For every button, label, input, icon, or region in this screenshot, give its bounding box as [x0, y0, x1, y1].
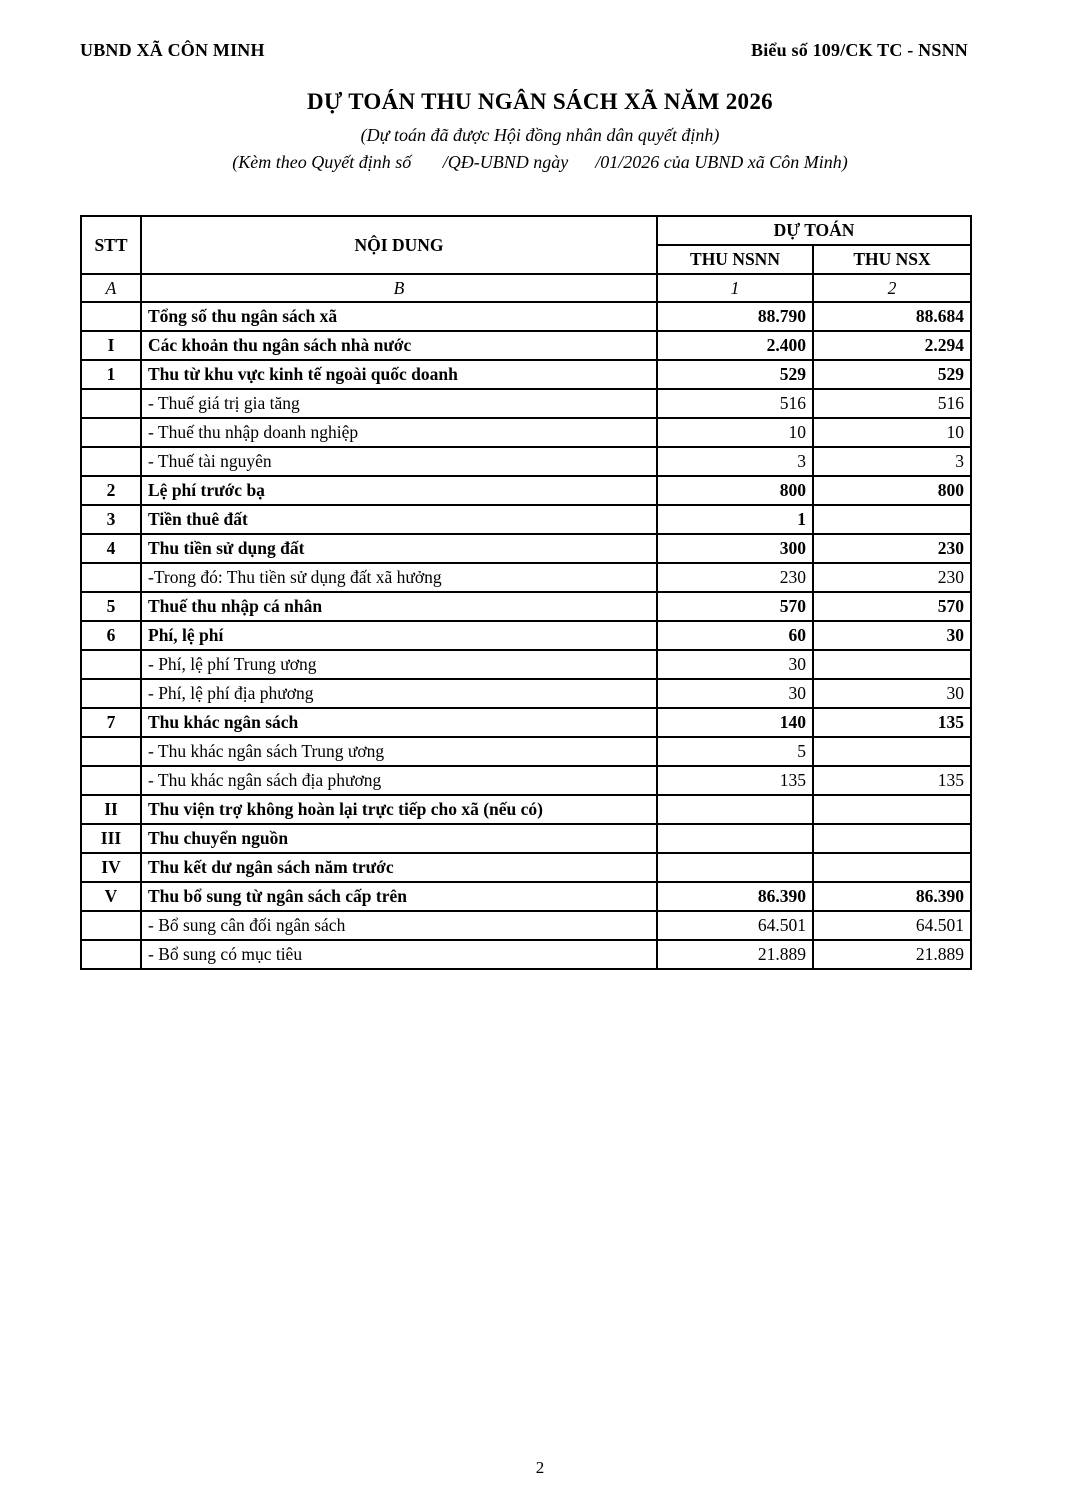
- row-label: Thu chuyển nguồn: [141, 824, 657, 853]
- row-value-thu-nsnn: 529: [657, 360, 813, 389]
- row-label: - Thuế thu nhập doanh nghiệp: [141, 418, 657, 447]
- row-value-thu-nsnn: 2.400: [657, 331, 813, 360]
- row-label: Lệ phí trước bạ: [141, 476, 657, 505]
- row-stt: 1: [81, 360, 141, 389]
- row-value-thu-nsx: 230: [813, 563, 971, 592]
- table-row: [81, 476, 971, 505]
- row-value-thu-nsnn: 570: [657, 592, 813, 621]
- row-value-thu-nsnn: 3: [657, 447, 813, 476]
- row-value-thu-nsx: 88.684: [813, 302, 971, 331]
- row-value-thu-nsnn: 64.501: [657, 911, 813, 940]
- row-value-thu-nsnn: 800: [657, 476, 813, 505]
- row-stt: II: [81, 795, 141, 824]
- row-stt: [81, 563, 141, 592]
- row-stt: 2: [81, 476, 141, 505]
- table-row: [81, 650, 971, 679]
- table-row: [81, 389, 971, 418]
- row-value-thu-nsx: 30: [813, 679, 971, 708]
- row-value-thu-nsx: 230: [813, 534, 971, 563]
- row-label: Các khoản thu ngân sách nhà nước: [141, 331, 657, 360]
- document-title: DỰ TOÁN THU NGÂN SÁCH XÃ NĂM 2026: [307, 89, 773, 114]
- axis-cell-b: B: [141, 274, 657, 302]
- row-stt: [81, 418, 141, 447]
- row-value-thu-nsx: 64.501: [813, 911, 971, 940]
- row-label: - Thuế giá trị gia tăng: [141, 389, 657, 418]
- row-stt: [81, 679, 141, 708]
- table-row: [81, 302, 971, 331]
- row-stt: [81, 302, 141, 331]
- row-value-thu-nsnn: 60: [657, 621, 813, 650]
- row-value-thu-nsx: 30: [813, 621, 971, 650]
- table-row: [81, 331, 971, 360]
- column-header-noi-dung: NỘI DUNG: [141, 216, 657, 274]
- row-value-thu-nsx: 3: [813, 447, 971, 476]
- budget-table: [80, 215, 972, 970]
- row-value-thu-nsx: 10: [813, 418, 971, 447]
- row-stt: [81, 911, 141, 940]
- row-value-thu-nsnn: 230: [657, 563, 813, 592]
- row-label: Tổng số thu ngân sách xã: [141, 302, 657, 331]
- row-stt: 6: [81, 621, 141, 650]
- table-row: [81, 853, 971, 882]
- axis-row: [81, 274, 971, 302]
- row-label: - Phí, lệ phí địa phương: [141, 679, 657, 708]
- table-row: [81, 447, 971, 476]
- row-stt: 7: [81, 708, 141, 737]
- row-value-thu-nsnn: 86.390: [657, 882, 813, 911]
- row-stt: V: [81, 882, 141, 911]
- row-value-thu-nsx: 135: [813, 766, 971, 795]
- row-value-thu-nsx: 529: [813, 360, 971, 389]
- row-label: - Thu khác ngân sách địa phương: [141, 766, 657, 795]
- row-value-thu-nsx: [813, 853, 971, 882]
- row-value-thu-nsx: 2.294: [813, 331, 971, 360]
- table-row: [81, 534, 971, 563]
- column-header-du-toan: DỰ TOÁN: [657, 216, 971, 245]
- table-row: [81, 766, 971, 795]
- budget-table-header: [81, 216, 971, 302]
- row-value-thu-nsnn: 516: [657, 389, 813, 418]
- row-value-thu-nsnn: 300: [657, 534, 813, 563]
- table-row: [81, 795, 971, 824]
- row-label: - Phí, lệ phí Trung ương: [141, 650, 657, 679]
- table-row: [81, 737, 971, 766]
- document-header: [80, 40, 1000, 61]
- document-subtitle-2: (Kèm theo Quyết định số /QĐ-UBND ngày /01/2026 của UBND xã Côn Minh): [232, 152, 848, 172]
- row-label: Thu khác ngân sách: [141, 708, 657, 737]
- row-label: Thu tiền sử dụng đất: [141, 534, 657, 563]
- row-value-thu-nsnn: 88.790: [657, 302, 813, 331]
- table-row: [81, 592, 971, 621]
- row-label: Thu viện trợ không hoàn lại trực tiếp cho xã (nếu có): [141, 795, 657, 824]
- axis-cell-1: 1: [657, 274, 813, 302]
- row-value-thu-nsx: 86.390: [813, 882, 971, 911]
- table-row: [81, 679, 971, 708]
- row-value-thu-nsx: [813, 505, 971, 534]
- row-value-thu-nsnn: [657, 824, 813, 853]
- row-value-thu-nsnn: 30: [657, 650, 813, 679]
- row-value-thu-nsnn: [657, 853, 813, 882]
- row-value-thu-nsx: [813, 795, 971, 824]
- table-row: [81, 824, 971, 853]
- axis-cell-a: A: [81, 274, 141, 302]
- row-stt: [81, 766, 141, 795]
- row-label: - Thuế tài nguyên: [141, 447, 657, 476]
- row-value-thu-nsnn: [657, 795, 813, 824]
- row-label: -Trong đó: Thu tiền sử dụng đất xã hưởng: [141, 563, 657, 592]
- row-label: Thu kết dư ngân sách năm trước: [141, 853, 657, 882]
- row-stt: [81, 447, 141, 476]
- row-value-thu-nsnn: 10: [657, 418, 813, 447]
- row-label: - Thu khác ngân sách Trung ương: [141, 737, 657, 766]
- row-label: Thu bổ sung từ ngân sách cấp trên: [141, 882, 657, 911]
- row-value-thu-nsnn: 5: [657, 737, 813, 766]
- row-value-thu-nsx: 135: [813, 708, 971, 737]
- row-label: Phí, lệ phí: [141, 621, 657, 650]
- table-row: [81, 882, 971, 911]
- table-row: [81, 418, 971, 447]
- row-stt: 4: [81, 534, 141, 563]
- row-stt: [81, 940, 141, 969]
- issuing-org: UBND XÃ CÔN MINH: [80, 40, 265, 60]
- table-row: [81, 505, 971, 534]
- row-value-thu-nsx: [813, 737, 971, 766]
- table-row: [81, 708, 971, 737]
- row-value-thu-nsx: 570: [813, 592, 971, 621]
- row-value-thu-nsnn: 21.889: [657, 940, 813, 969]
- column-header-thu-nsnn: THU NSNN: [657, 245, 813, 274]
- page-number: 2: [535, 1458, 545, 1477]
- row-value-thu-nsnn: 1: [657, 505, 813, 534]
- row-value-thu-nsx: 800: [813, 476, 971, 505]
- table-row: [81, 911, 971, 940]
- row-label: - Bổ sung cân đối ngân sách: [141, 911, 657, 940]
- row-value-thu-nsx: [813, 824, 971, 853]
- column-header-stt: STT: [81, 216, 141, 274]
- row-value-thu-nsnn: 135: [657, 766, 813, 795]
- row-value-thu-nsx: 21.889: [813, 940, 971, 969]
- table-row: [81, 563, 971, 592]
- row-stt: [81, 737, 141, 766]
- row-label: Tiền thuê đất: [141, 505, 657, 534]
- row-stt: 5: [81, 592, 141, 621]
- row-stt: I: [81, 331, 141, 360]
- row-stt: 3: [81, 505, 141, 534]
- row-value-thu-nsx: [813, 650, 971, 679]
- row-label: - Bổ sung có mục tiêu: [141, 940, 657, 969]
- row-label: Thu từ khu vực kinh tế ngoài quốc doanh: [141, 360, 657, 389]
- form-number: Biểu số 109/CK TC - NSNN: [751, 40, 968, 60]
- table-row: [81, 621, 971, 650]
- column-header-thu-nsx: THU NSX: [813, 245, 971, 274]
- row-value-thu-nsnn: 140: [657, 708, 813, 737]
- row-stt: III: [81, 824, 141, 853]
- document-subtitle-1: (Dự toán đã được Hội đồng nhân dân quyết định): [360, 125, 720, 145]
- table-body: [81, 302, 971, 969]
- row-stt: IV: [81, 853, 141, 882]
- axis-cell-2: 2: [813, 274, 971, 302]
- row-stt: [81, 389, 141, 418]
- table-row: [81, 360, 971, 389]
- row-value-thu-nsx: 516: [813, 389, 971, 418]
- table-row: [81, 940, 971, 969]
- row-stt: [81, 650, 141, 679]
- row-value-thu-nsnn: 30: [657, 679, 813, 708]
- row-label: Thuế thu nhập cá nhân: [141, 592, 657, 621]
